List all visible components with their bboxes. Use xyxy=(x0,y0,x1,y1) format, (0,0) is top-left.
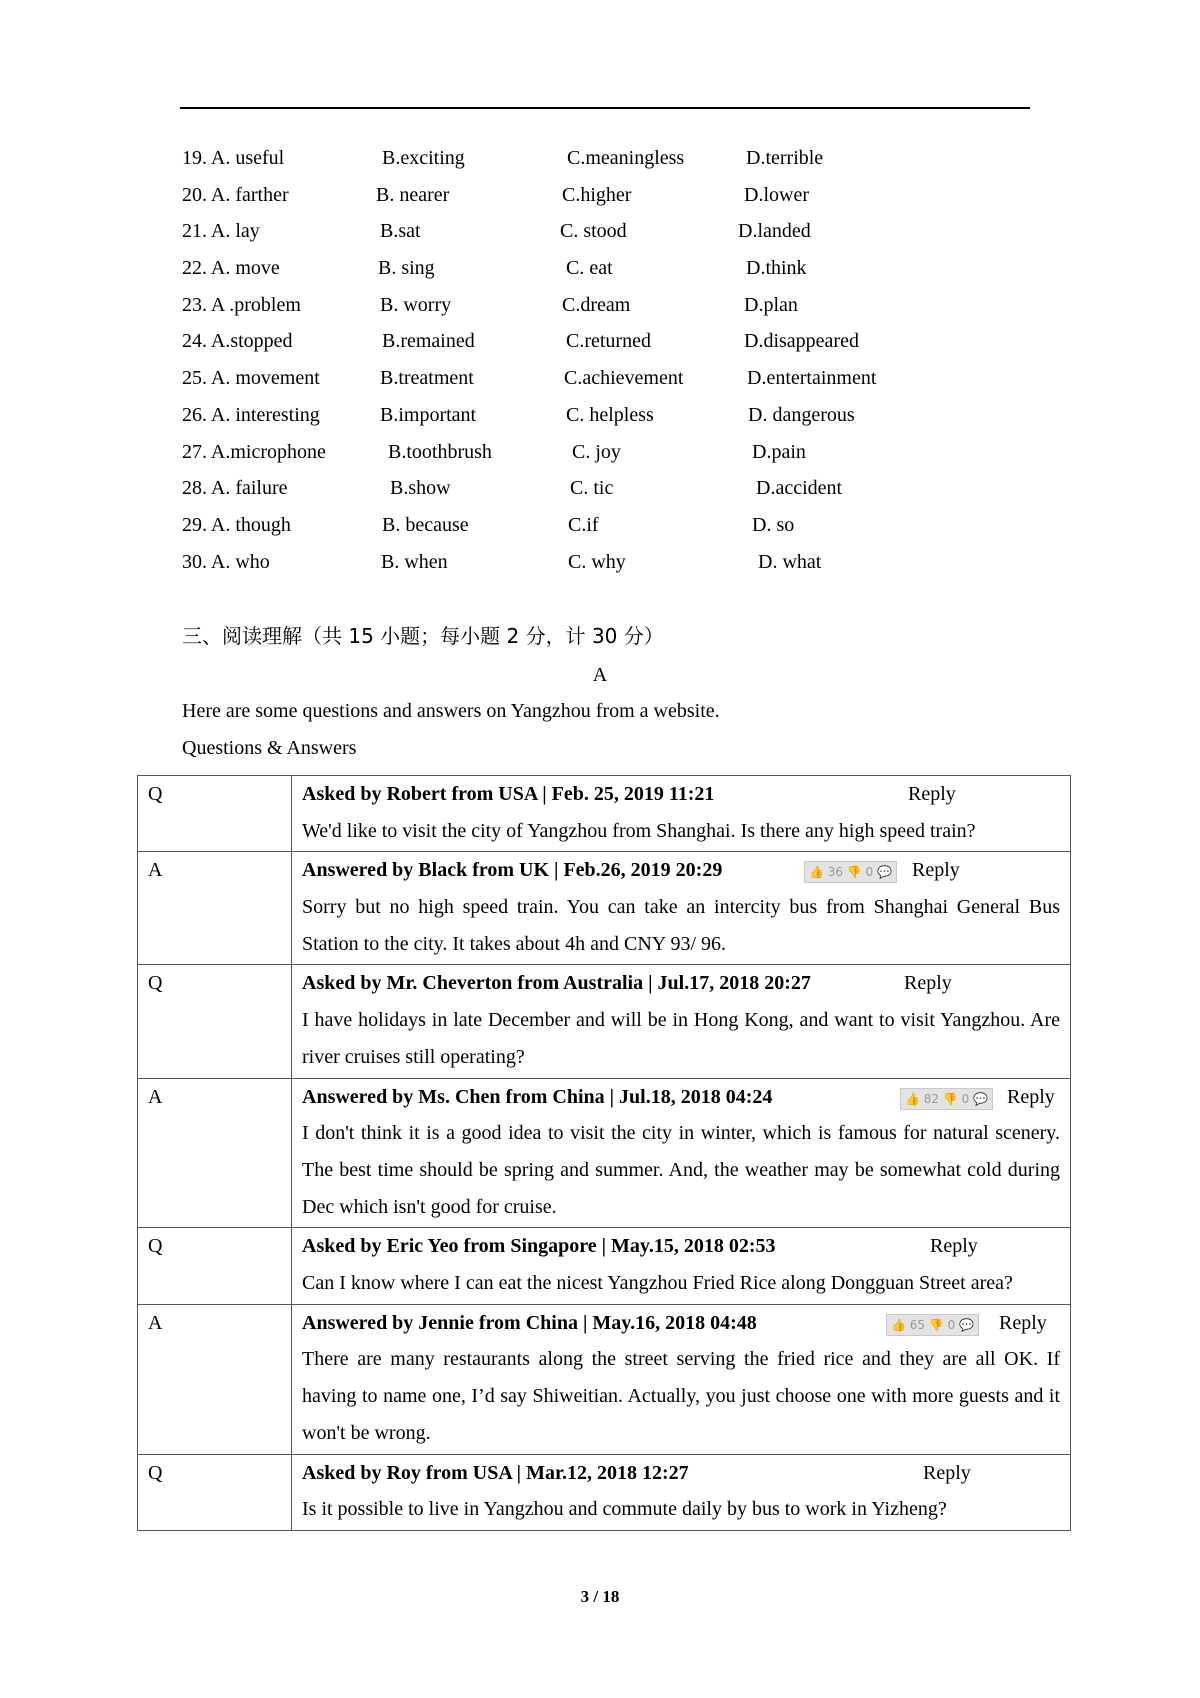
passage-label: A xyxy=(592,664,608,686)
qa-text: There are many restaurants along the street serving the fried rice and they are all OK. If having to name one, I’d say Shiweitian. Actually, you just choose one with more guests and it won't be wrong. xyxy=(302,1348,1060,1444)
passage-intro: Here are some questions and answers on Yangzhou from a website. xyxy=(182,700,720,722)
qa-row xyxy=(138,1078,1071,1228)
option-c: C. stood xyxy=(560,220,627,243)
option-c: C. tic xyxy=(570,477,614,500)
qa-body xyxy=(292,1078,1071,1228)
reply-link[interactable]: Reply xyxy=(904,972,952,995)
option-b: B.sat xyxy=(380,220,421,243)
qa-title: Questions & Answers xyxy=(182,737,357,759)
option-d: D.pain xyxy=(752,440,806,463)
option-a: 21. A. lay xyxy=(182,220,260,243)
option-c: C.meaningless xyxy=(567,147,685,169)
qa-meta: Asked by Robert from USA | Feb. 25, 2019 11:21 xyxy=(302,783,715,805)
option-c: C.if xyxy=(568,513,599,536)
qa-text: We'd like to visit the city of Yangzhou from Shanghai. Is there any high speed train? xyxy=(302,819,976,842)
option-c: C.dream xyxy=(562,293,631,316)
option-b: B.exciting xyxy=(382,147,465,169)
option-b: B. because xyxy=(382,513,469,536)
option-c: C.higher xyxy=(562,183,632,206)
option-c: C. eat xyxy=(566,257,613,280)
qa-meta-line xyxy=(302,1228,1060,1265)
qa-meta-line xyxy=(302,1305,1060,1342)
option-d: D. dangerous xyxy=(748,403,855,426)
option-c: C. joy xyxy=(572,440,621,463)
qa-meta: Asked by Mr. Cheverton from Australia | Jul.17, 2018 20:27 xyxy=(302,972,811,995)
option-row xyxy=(182,287,1082,324)
reply-link[interactable]: Reply xyxy=(923,1461,971,1484)
qa-body xyxy=(292,1454,1071,1530)
qa-row xyxy=(138,965,1071,1078)
vote-counter[interactable]: 👍 82 👎 0 💬 xyxy=(900,1088,993,1110)
option-c: C. helpless xyxy=(566,403,654,426)
option-row xyxy=(182,213,1082,250)
qa-text: I don't think it is a good idea to visit the city in winter, which is famous for natural scenery. The best time should be spring and summer. And, the weather may be somewhat cold during Dec which isn't good for cruise. xyxy=(302,1122,1060,1218)
qa-meta-line xyxy=(302,1455,1060,1492)
qa-meta-line xyxy=(302,852,1060,889)
qa-text: Is it possible to live in Yangzhou and commute daily by bus to work in Yizheng? xyxy=(302,1498,947,1521)
qa-type: Q xyxy=(138,965,292,1078)
option-row xyxy=(182,507,1082,544)
option-row xyxy=(182,177,1082,214)
qa-meta-line xyxy=(302,776,1060,813)
qa-meta: Asked by Eric Yeo from Singapore | May.15, 2018 02:53 xyxy=(302,1235,776,1258)
page-number: 3 / 18 xyxy=(580,1587,620,1606)
option-b: B.toothbrush xyxy=(388,440,492,463)
option-d: D.terrible xyxy=(746,147,824,169)
option-d: D.think xyxy=(746,257,807,280)
qa-meta: Answered by Black from UK | Feb.26, 2019 20:29 xyxy=(302,859,723,882)
header-rule xyxy=(180,107,1030,109)
option-c: C.returned xyxy=(566,330,651,353)
qa-table xyxy=(137,775,1071,1531)
option-b: B.remained xyxy=(382,330,475,353)
qa-meta-line xyxy=(302,1079,1060,1116)
qa-type: A xyxy=(138,1304,292,1454)
qa-type: Q xyxy=(138,776,292,852)
option-d: D.entertainment xyxy=(747,367,877,390)
qa-meta-line xyxy=(302,965,1060,1002)
option-d: D. what xyxy=(758,550,822,573)
option-b: B.treatment xyxy=(380,367,474,390)
reply-link[interactable]: Reply xyxy=(930,1235,978,1258)
option-a: 25. A. movement xyxy=(182,367,320,390)
option-a: 23. A .problem xyxy=(182,293,301,316)
option-d: D.plan xyxy=(744,293,798,316)
vote-counter[interactable]: 👍 65 👎 0 💬 xyxy=(886,1314,979,1336)
option-d: D.accident xyxy=(756,477,843,500)
qa-body xyxy=(292,1304,1071,1454)
option-a: 20. A. farther xyxy=(182,183,289,206)
cloze-options xyxy=(182,140,1082,580)
option-b: B. nearer xyxy=(376,183,450,206)
reply-link[interactable]: Reply xyxy=(908,783,956,805)
option-row xyxy=(182,544,1082,581)
vote-counter[interactable]: 👍 36 👎 0 💬 xyxy=(804,861,897,883)
option-b: B. when xyxy=(381,550,448,573)
qa-type: A xyxy=(138,852,292,965)
option-c: C. why xyxy=(568,550,626,573)
qa-meta: Answered by Ms. Chen from China | Jul.18, 2018 04:24 xyxy=(302,1085,773,1108)
qa-text: I have holidays in late December and will be in Hong Kong, and want to visit Yangzhou. Are river cruises still operating? xyxy=(302,1009,1060,1068)
reply-link[interactable]: Reply xyxy=(912,859,960,882)
qa-body xyxy=(292,965,1071,1078)
qa-type: Q xyxy=(138,1454,292,1530)
section-heading: 三、阅读理解（共 15 小题；每小题 2 分，计 30 分） xyxy=(182,624,664,648)
reply-link[interactable]: Reply xyxy=(999,1311,1047,1334)
option-a: 29. A. though xyxy=(182,513,291,536)
option-d: D.disappeared xyxy=(744,330,859,353)
option-a: 28. A. failure xyxy=(182,477,288,500)
qa-body xyxy=(292,776,1071,852)
qa-type: A xyxy=(138,1078,292,1228)
qa-row xyxy=(138,776,1071,852)
option-a: 19. A. useful xyxy=(182,147,285,169)
option-b: B.show xyxy=(390,477,451,500)
option-a: 30. A. who xyxy=(182,550,270,573)
qa-text: Can I know where I can eat the nicest Yangzhou Fried Rice along Dongguan Street area? xyxy=(302,1272,1013,1295)
qa-text: Sorry but no high speed train. You can take an intercity bus from Shanghai General Bus Station to the city. It takes about 4h and CNY 93/ 96. xyxy=(302,896,1060,955)
option-a: 22. A. move xyxy=(182,257,280,280)
qa-row xyxy=(138,1228,1071,1304)
option-a: 27. A.microphone xyxy=(182,440,326,463)
option-c: C.achievement xyxy=(564,367,684,390)
option-row xyxy=(182,434,1082,471)
qa-meta: Asked by Roy from USA | Mar.12, 2018 12:27 xyxy=(302,1461,689,1484)
reply-link[interactable]: Reply xyxy=(1007,1085,1055,1108)
option-a: 24. A.stopped xyxy=(182,330,293,353)
qa-meta: Answered by Jennie from China | May.16, 2018 04:48 xyxy=(302,1311,757,1334)
option-row xyxy=(182,360,1082,397)
option-row xyxy=(182,250,1082,287)
option-row xyxy=(182,140,1082,177)
option-row xyxy=(182,397,1082,434)
qa-body xyxy=(292,1228,1071,1304)
option-d: D.lower xyxy=(744,183,809,206)
option-row xyxy=(182,323,1082,360)
qa-row xyxy=(138,1304,1071,1454)
option-d: D. so xyxy=(752,513,795,536)
option-b: B.important xyxy=(380,403,477,426)
option-b: B. worry xyxy=(380,293,452,316)
option-b: B. sing xyxy=(378,257,435,280)
qa-row xyxy=(138,1454,1071,1530)
qa-row xyxy=(138,852,1071,965)
qa-type: Q xyxy=(138,1228,292,1304)
option-d: D.landed xyxy=(738,220,811,243)
qa-body xyxy=(292,852,1071,965)
option-row xyxy=(182,470,1082,507)
option-a: 26. A. interesting xyxy=(182,403,320,426)
